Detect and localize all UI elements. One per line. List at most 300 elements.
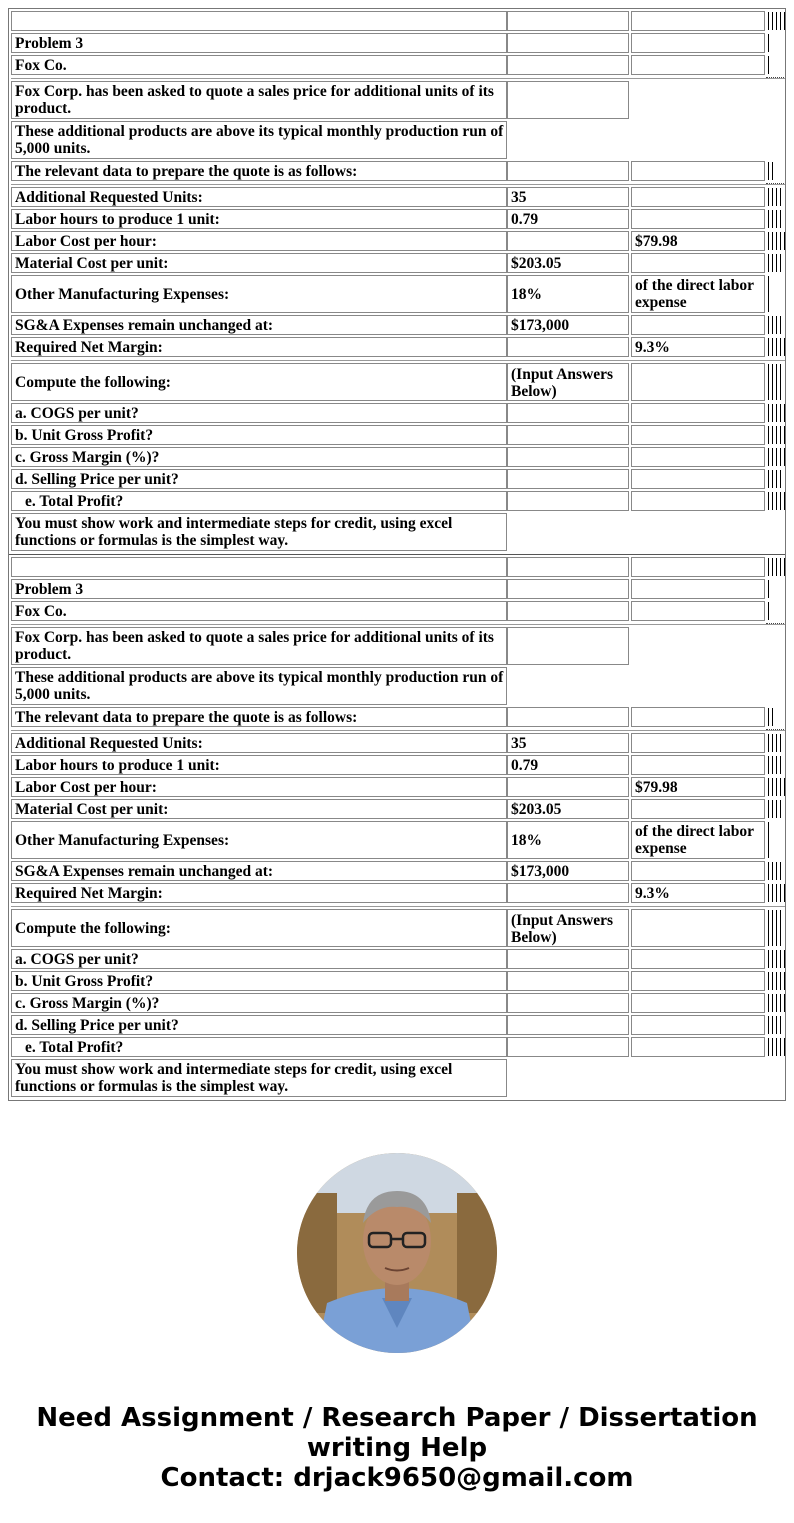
label-text: Other Manufacturing Expenses: — [15, 832, 230, 849]
border-line — [784, 558, 785, 576]
answer-input-cell[interactable] — [507, 627, 629, 665]
answer-input-cell[interactable] — [507, 579, 629, 599]
label-cell — [11, 949, 507, 969]
extra-text: $79.98 — [635, 779, 678, 796]
border-line — [768, 56, 769, 74]
label-cell — [11, 799, 507, 819]
border-line — [780, 756, 781, 774]
label-text: e. Total Profit? — [25, 1039, 124, 1056]
label-cell — [11, 667, 507, 705]
border-line — [772, 364, 773, 400]
blank-cell[interactable] — [631, 949, 765, 969]
border-line — [776, 972, 777, 990]
blank-cell[interactable] — [631, 55, 765, 75]
label-cell — [11, 1037, 507, 1057]
label-text: a. COGS per unit? — [15, 951, 139, 968]
label-text: Required Net Margin: — [15, 885, 163, 902]
label-text: d. Selling Price per unit? — [15, 471, 179, 488]
label-text: Fox Co. — [15, 603, 67, 620]
answer-input-cell[interactable] — [507, 993, 629, 1013]
blank-cell[interactable] — [631, 1015, 765, 1035]
data-row — [9, 187, 785, 207]
border-line — [776, 862, 777, 880]
row-separator — [11, 78, 785, 79]
label-text: Required Net Margin: — [15, 339, 163, 356]
label-text: c. Gross Margin (%)? — [15, 995, 160, 1012]
intro-row-3 — [9, 707, 785, 727]
blank-row — [9, 11, 785, 31]
dotted-separator — [766, 183, 784, 184]
label-cell — [11, 447, 507, 467]
border-line — [784, 994, 785, 1012]
label-text: These additional products are above its typical monthly production run of 5,000 units. — [15, 123, 504, 157]
border-line — [776, 316, 777, 334]
label-text: You must show work and intermediate steps for credit, using excel functions or formulas is the simplest way. — [15, 1061, 453, 1095]
border-line — [780, 188, 781, 206]
border-line — [768, 188, 769, 206]
border-line — [780, 972, 781, 990]
data-row — [9, 821, 785, 859]
border-line — [768, 800, 769, 818]
border-line — [780, 558, 781, 576]
border-line — [776, 950, 777, 968]
border-line — [768, 12, 769, 30]
question-row — [9, 1037, 785, 1057]
border-line — [768, 1016, 769, 1034]
value-cell[interactable] — [507, 861, 629, 881]
extra-cell[interactable] — [631, 733, 765, 753]
border-line — [768, 162, 769, 180]
label-cell — [11, 627, 507, 665]
label-cell — [11, 315, 507, 335]
row-separator — [11, 184, 785, 185]
footer-line-3: Contact: drjack9650@gmail.com — [160, 1463, 634, 1493]
border-line — [772, 884, 773, 902]
value-text: 0.79 — [511, 757, 539, 774]
label-cell — [11, 55, 507, 75]
value-cell[interactable] — [507, 209, 629, 229]
extra-text: of the direct labor expense — [635, 823, 754, 857]
border-line — [784, 884, 785, 902]
border-line — [768, 338, 769, 356]
label-cell — [11, 861, 507, 881]
footer-line-2: writing Help — [306, 1433, 488, 1463]
extra-cell[interactable] — [631, 209, 765, 229]
border-line — [768, 734, 769, 752]
border-line — [780, 950, 781, 968]
answer-input-cell[interactable] — [507, 11, 629, 31]
data-row — [9, 883, 785, 903]
label-cell — [11, 993, 507, 1013]
value-cell[interactable] — [507, 909, 629, 947]
blank-cell[interactable] — [631, 33, 765, 53]
label-text: Material Cost per unit: — [15, 255, 169, 272]
label-text: You must show work and intermediate steps for credit, using excel functions or formulas is the simplest way. — [15, 515, 453, 549]
label-text: Labor hours to produce 1 unit: — [15, 757, 220, 774]
border-line — [768, 316, 769, 334]
border-line — [768, 34, 769, 52]
value-cell[interactable] — [507, 799, 629, 819]
answer-input-cell[interactable] — [507, 557, 629, 577]
label-cell — [11, 777, 507, 797]
border-line — [768, 580, 769, 598]
label-text: d. Selling Price per unit? — [15, 1017, 179, 1034]
worksheet-copy-1 — [9, 9, 785, 554]
blank-cell[interactable] — [631, 557, 765, 577]
border-line — [772, 254, 773, 272]
border-line — [776, 364, 777, 400]
border-line — [772, 972, 773, 990]
data-row — [9, 209, 785, 229]
value-cell[interactable] — [507, 821, 629, 859]
border-line — [768, 232, 769, 250]
label-cell — [11, 11, 507, 31]
blank-cell[interactable] — [631, 579, 765, 599]
border-line — [768, 862, 769, 880]
border-line — [780, 862, 781, 880]
border-line — [784, 448, 785, 466]
value-cell[interactable] — [507, 733, 629, 753]
value-text: 0.79 — [511, 211, 539, 228]
border-line — [772, 800, 773, 818]
value-cell[interactable] — [507, 231, 629, 251]
border-line — [784, 426, 785, 444]
label-text: Compute the following: — [15, 920, 171, 937]
blank-cell[interactable] — [631, 363, 765, 401]
value-text: (Input Answers Below) — [511, 365, 614, 400]
question-row — [9, 403, 785, 423]
label-cell — [11, 883, 507, 903]
border-line — [772, 756, 773, 774]
border-line — [772, 448, 773, 466]
intro-row-2 — [9, 667, 785, 705]
border-line — [780, 734, 781, 752]
answer-input-cell[interactable] — [507, 1015, 629, 1035]
label-cell — [11, 425, 507, 445]
extra-cell[interactable] — [631, 777, 765, 797]
border-line — [780, 778, 781, 796]
compute-row — [9, 363, 785, 401]
extra-cell[interactable] — [631, 275, 765, 313]
border-line — [784, 972, 785, 990]
blank-cell[interactable] — [631, 601, 765, 621]
border-line — [780, 910, 781, 946]
border-line — [772, 470, 773, 488]
border-line — [776, 426, 777, 444]
label-text: Problem 3 — [15, 35, 84, 52]
value-text: 35 — [511, 189, 527, 206]
answer-input-cell[interactable] — [507, 81, 629, 119]
label-text: Labor Cost per hour: — [15, 233, 157, 250]
border-line — [768, 254, 769, 272]
border-line — [776, 910, 777, 946]
border-line — [784, 338, 785, 356]
data-row — [9, 799, 785, 819]
border-line — [776, 470, 777, 488]
border-line — [772, 162, 773, 180]
answer-input-cell[interactable] — [507, 491, 629, 511]
question-row — [9, 993, 785, 1013]
border-line — [776, 12, 777, 30]
compute-row — [9, 909, 785, 947]
intro-row-3 — [9, 161, 785, 181]
border-line — [768, 1038, 769, 1056]
border-line — [784, 778, 785, 796]
data-row — [9, 275, 785, 313]
label-cell — [11, 707, 507, 727]
border-line — [768, 822, 769, 858]
extra-cell[interactable] — [631, 861, 765, 881]
border-line — [768, 972, 769, 990]
border-line — [780, 426, 781, 444]
label-cell — [11, 81, 507, 119]
value-text: (Input Answers Below) — [511, 911, 614, 946]
extra-cell[interactable] — [631, 187, 765, 207]
border-line — [780, 492, 781, 510]
label-cell — [11, 363, 507, 401]
extra-text: 9.3% — [635, 339, 670, 356]
contact-footer — [0, 1403, 794, 1493]
border-line — [772, 910, 773, 946]
border-line — [776, 734, 777, 752]
row-separator — [11, 360, 785, 361]
answer-input-cell[interactable] — [507, 55, 629, 75]
answer-input-cell[interactable] — [507, 971, 629, 991]
answer-input-cell[interactable] — [507, 161, 629, 181]
border-line — [768, 778, 769, 796]
person-photo-icon — [297, 1153, 497, 1353]
extra-cell[interactable] — [631, 231, 765, 251]
label-cell — [11, 121, 507, 159]
border-line — [776, 188, 777, 206]
border-line — [772, 404, 773, 422]
blank-row — [9, 557, 785, 577]
border-line — [768, 994, 769, 1012]
label-cell — [11, 209, 507, 229]
data-row — [9, 253, 785, 273]
blank-cell[interactable] — [631, 425, 765, 445]
answer-input-cell[interactable] — [507, 707, 629, 727]
data-row — [9, 861, 785, 881]
label-cell — [11, 275, 507, 313]
blank-cell[interactable] — [631, 909, 765, 947]
question-row — [9, 971, 785, 991]
worksheet-copy-2 — [9, 554, 785, 1100]
label-cell — [11, 821, 507, 859]
answer-input-cell[interactable] — [507, 403, 629, 423]
value-cell[interactable] — [507, 363, 629, 401]
answer-input-cell[interactable] — [507, 425, 629, 445]
answer-input-cell[interactable] — [507, 949, 629, 969]
extra-cell[interactable] — [631, 315, 765, 335]
border-line — [776, 884, 777, 902]
blank-cell[interactable] — [631, 469, 765, 489]
border-line — [780, 1016, 781, 1034]
answer-input-cell[interactable] — [507, 33, 629, 53]
value-cell[interactable] — [507, 187, 629, 207]
border-line — [780, 1038, 781, 1056]
value-cell[interactable] — [507, 755, 629, 775]
border-line — [768, 404, 769, 422]
row-separator — [11, 730, 785, 731]
data-row — [9, 755, 785, 775]
dotted-separator — [766, 623, 784, 624]
question-row — [9, 491, 785, 511]
value-text: $173,000 — [511, 863, 570, 880]
blank-cell[interactable] — [631, 403, 765, 423]
border-line — [768, 558, 769, 576]
extra-text: 9.3% — [635, 885, 670, 902]
author-avatar — [297, 1153, 497, 1353]
label-cell — [11, 187, 507, 207]
label-cell — [11, 513, 507, 551]
blank-cell[interactable] — [631, 11, 765, 31]
border-line — [772, 950, 773, 968]
extra-cell[interactable] — [631, 337, 765, 357]
border-line — [768, 756, 769, 774]
border-line — [772, 338, 773, 356]
label-text: Fox Corp. has been asked to quote a sales price for additional units of its product. — [15, 83, 494, 117]
border-line — [772, 232, 773, 250]
label-cell — [11, 33, 507, 53]
label-cell — [11, 733, 507, 753]
blank-cell[interactable] — [631, 707, 765, 727]
label-text: Additional Requested Units: — [15, 735, 203, 752]
border-line — [776, 232, 777, 250]
label-cell — [11, 601, 507, 621]
border-line — [776, 404, 777, 422]
border-line — [772, 558, 773, 576]
answer-input-cell[interactable] — [507, 601, 629, 621]
intro-row-2 — [9, 121, 785, 159]
border-line — [776, 800, 777, 818]
label-cell — [11, 231, 507, 251]
label-cell — [11, 469, 507, 489]
blank-cell[interactable] — [631, 491, 765, 511]
label-cell — [11, 971, 507, 991]
label-cell — [11, 557, 507, 577]
border-line — [776, 254, 777, 272]
label-cell — [11, 491, 507, 511]
blank-cell[interactable] — [631, 971, 765, 991]
answer-input-cell[interactable] — [507, 469, 629, 489]
data-row — [9, 315, 785, 335]
label-cell — [11, 579, 507, 599]
blank-cell[interactable] — [631, 447, 765, 467]
data-row — [9, 337, 785, 357]
question-row — [9, 425, 785, 445]
question-row — [9, 469, 785, 489]
border-line — [780, 364, 781, 400]
answer-input-cell[interactable] — [507, 447, 629, 467]
label-text: Material Cost per unit: — [15, 801, 169, 818]
border-line — [776, 778, 777, 796]
border-line — [776, 492, 777, 510]
border-line — [780, 800, 781, 818]
extra-cell[interactable] — [631, 755, 765, 775]
extra-cell[interactable] — [631, 253, 765, 273]
value-text: $173,000 — [511, 317, 570, 334]
border-line — [780, 12, 781, 30]
label-cell — [11, 337, 507, 357]
border-line — [768, 426, 769, 444]
blank-cell[interactable] — [631, 1037, 765, 1057]
title-row — [9, 33, 785, 53]
extra-cell[interactable] — [631, 883, 765, 903]
border-line — [768, 364, 769, 400]
border-line — [772, 492, 773, 510]
value-cell[interactable] — [507, 883, 629, 903]
label-cell — [11, 161, 507, 181]
border-line — [784, 1038, 785, 1056]
note-row — [9, 1059, 785, 1097]
label-text: The relevant data to prepare the quote is as follows: — [15, 163, 358, 180]
extra-cell[interactable] — [631, 799, 765, 819]
blank-cell[interactable] — [631, 161, 765, 181]
extra-text: of the direct labor expense — [635, 277, 754, 311]
data-row — [9, 777, 785, 797]
label-cell — [11, 909, 507, 947]
border-line — [768, 602, 769, 620]
border-line — [780, 994, 781, 1012]
answer-input-cell[interactable] — [507, 1037, 629, 1057]
title-row — [9, 579, 785, 599]
value-cell[interactable] — [507, 777, 629, 797]
question-row — [9, 447, 785, 467]
value-cell[interactable] — [507, 253, 629, 273]
border-line — [768, 950, 769, 968]
label-text: a. COGS per unit? — [15, 405, 139, 422]
extra-text: $79.98 — [635, 233, 678, 250]
border-line — [768, 492, 769, 510]
border-line — [772, 1038, 773, 1056]
border-line — [784, 12, 785, 30]
label-text: Fox Corp. has been asked to quote a sales price for additional units of its product. — [15, 629, 494, 663]
border-line — [776, 1016, 777, 1034]
border-line — [768, 276, 769, 312]
border-line — [772, 778, 773, 796]
value-text: 35 — [511, 735, 527, 752]
value-cell[interactable] — [507, 275, 629, 313]
value-text: $203.05 — [511, 801, 562, 818]
label-cell — [11, 1059, 507, 1097]
border-line — [780, 884, 781, 902]
border-line — [784, 950, 785, 968]
border-line — [772, 12, 773, 30]
border-line — [776, 994, 777, 1012]
data-row — [9, 733, 785, 753]
label-cell — [11, 253, 507, 273]
border-line — [768, 910, 769, 946]
border-line — [776, 448, 777, 466]
intro-row-1 — [9, 627, 785, 665]
company-row — [9, 55, 785, 75]
value-text: 18% — [511, 832, 542, 849]
label-text: Problem 3 — [15, 581, 84, 598]
extra-cell[interactable] — [631, 821, 765, 859]
company-row — [9, 601, 785, 621]
border-line — [780, 448, 781, 466]
value-cell[interactable] — [507, 315, 629, 335]
border-line — [784, 232, 785, 250]
border-line — [772, 1016, 773, 1034]
blank-cell[interactable] — [631, 993, 765, 1013]
value-cell[interactable] — [507, 337, 629, 357]
question-row — [9, 1015, 785, 1035]
label-cell — [11, 1015, 507, 1035]
label-text: Additional Requested Units: — [15, 189, 203, 206]
label-text: e. Total Profit? — [25, 493, 124, 510]
